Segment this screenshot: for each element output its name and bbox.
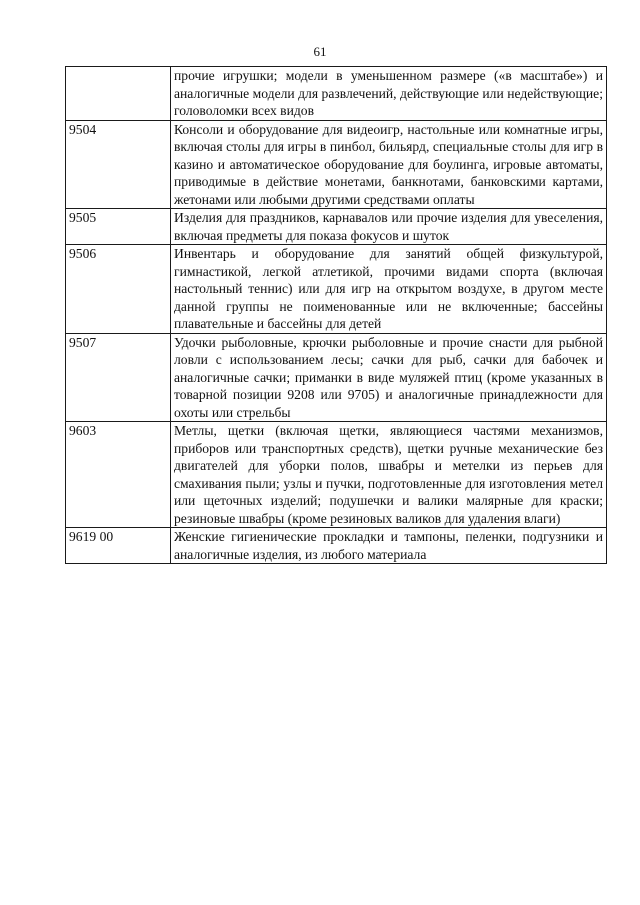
table-row [66, 333, 607, 422]
code-cell: 9619 00 [66, 528, 171, 564]
description-cell: Женские гигиенические прокладки и тампоны, пеленки, подгузники и аналогичные изделия, из любого материала [171, 528, 607, 564]
table-row [66, 120, 607, 209]
table-row [66, 528, 607, 564]
table-row [66, 67, 607, 121]
code-cell: 9506 [66, 245, 171, 334]
description-cell: Удочки рыболовные, крючки рыболовные и прочие снасти для рыбной ловли с использованием лесы; сачки для рыб, сачки для бабочек и аналогичные сачки; приманки в виде муляжей птиц (кроме указанных в товарной позиции 9208 или 9705) и аналогичные принадлежности для охоты или стрельбы [171, 333, 607, 422]
description-cell: Инвентарь и оборудование для занятий общей физкультурой, гимнастикой, легкой атлетикой, прочими видами спорта (включая настольный теннис) или для игр на открытом воздухе, в другом месте данной группы не поименованные или не включенные; бассейны плавательные и бассейны для детей [171, 245, 607, 334]
description-cell: прочие игрушки; модели в уменьшенном размере («в масштабе») и аналогичные модели для развлечений, действующие или недействующие; головоломки всех видов [171, 67, 607, 121]
code-cell: 9507 [66, 333, 171, 422]
code-cell: 9603 [66, 422, 171, 528]
description-cell: Метлы, щетки (включая щетки, являющиеся частями механизмов, приборов или транспортных средств), щетки ручные механические без двигателей для уборки полов, швабры и метелки из перьев для смахивания пыли; узлы и пучки, подготовленные для изготовления метел или щеточных изделий; подушечки и валики малярные для краски; резиновые швабры (кроме резиновых валиков для удаления влаги) [171, 422, 607, 528]
code-cell [66, 67, 171, 121]
table-row [66, 209, 607, 245]
table-row [66, 245, 607, 334]
code-cell: 9505 [66, 209, 171, 245]
tnved-codes-table [65, 66, 607, 564]
description-cell: Изделия для праздников, карнавалов или прочие изделия для увеселения, включая предметы для показа фокусов и шуток [171, 209, 607, 245]
page-number: 61 [313, 44, 327, 59]
description-cell: Консоли и оборудование для видеоигр, настольные или комнатные игры, включая столы для игры в пинбол, бильярд, специальные столы для игр в казино и автоматическое оборудование для боулинга, игровые автоматы, приводимые в действие монетами, банкнотами, банковскими картами, жетонами или любыми другими средствами оплаты [171, 120, 607, 209]
table-row [66, 422, 607, 528]
code-cell: 9504 [66, 120, 171, 209]
